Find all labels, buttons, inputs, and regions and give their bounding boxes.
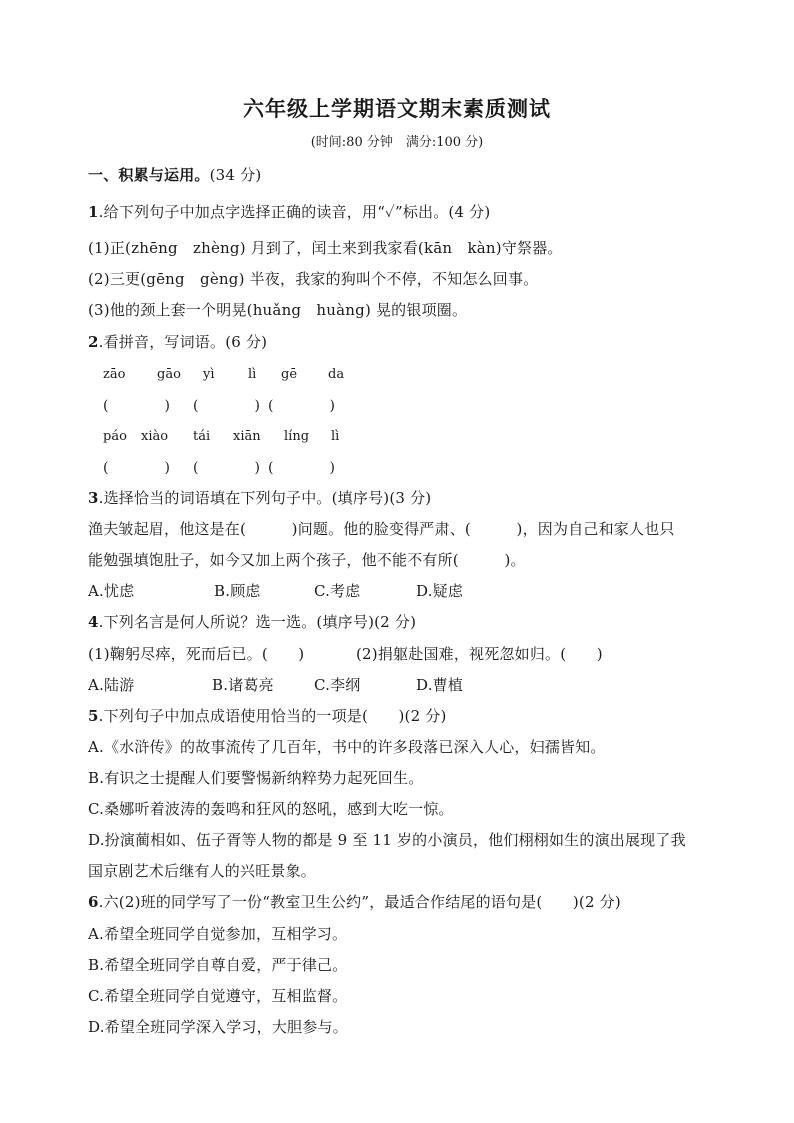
question-6-option-b: B.希望全班同学自尊自爱，严于律己。 [88,956,348,974]
option-b: B.诸葛亮 [212,676,274,694]
pinyin-syllable: da [328,367,345,382]
question-1-item-2: (2)三更(gēng gèng) 半夜，我家的狗叫个不停，不知怎么回事。 [88,270,539,288]
pinyin-syllable: zāo [103,367,126,382]
question-5-option-b: B.有识之士提醒人们要警惕新纳粹势力起死回生。 [88,769,424,787]
pinyin-syllable: xiào [141,429,169,444]
question-5-option-c: C.桑娜听着波涛的轰鸣和狂风的怒吼，感到大吃一惊。 [88,800,454,818]
option-a: A.忧虑 [88,582,135,600]
option-c: C.李纲 [314,676,361,694]
option-d: D.疑虑 [416,582,464,600]
pinyin-syllable: yì [203,367,215,382]
pinyin-syllable: gē [281,367,298,382]
question-3-passage-line-1: 渔夫皱起眉，他这是在( )问题。他的脸变得严肃、( )，因为自己和家人也只 [88,520,675,538]
question-4-number: 4 [88,613,99,631]
section-1-score: (34 分) [209,166,262,184]
pinyin-syllable: lì [248,367,257,382]
option-c: C.考虑 [314,582,361,600]
pinyin-syllable: páo [103,429,127,444]
question-6-option-d: D.希望全班同学深入学习，大胆参与。 [88,1018,348,1036]
answer-blank[interactable]: ( ) [103,460,170,476]
question-5-option-a: A.《水浒传》的故事流传了几百年，书中的许多段落已深入人心，妇孺皆知。 [88,738,606,756]
question-2-number: 2 [88,333,99,351]
question-6-option-a: A.希望全班同学自觉参加，互相学习。 [88,925,348,943]
page-subtitle: (时间:80 分钟 满分:100 分) [310,135,484,150]
question-4-item-1: (1)鞠躬尽瘁，死而后已。( ) [88,645,305,663]
pinyin-syllable: xiān [233,429,261,444]
question-6-option-c: C.希望全班同学自觉遵守，互相监督。 [88,987,348,1005]
question-5-option-d: D.扮演蔺相如、伍子胥等人物的都是 9 至 11 岁的小演员，他们栩栩如生的演出展现了我 [88,831,686,849]
question-1-number: 1 [88,203,99,221]
question-5-text: .下列句子中加点成语使用恰当的一项是( )(2 分) [98,707,447,725]
pinyin-syllable: líng [284,429,310,444]
pinyin-syllable: tái [193,429,211,444]
question-4-text: .下列名言是何人所说？选一选。(填序号)(2 分) [98,613,417,631]
answer-blank[interactable]: ( ) [193,398,260,414]
question-1 [88,202,490,222]
pinyin-syllable: lì [331,429,340,444]
question-3 [88,488,431,508]
option-a: A.陆游 [88,676,135,694]
question-5-option-d-continued: 国京剧艺术后继有人的兴旺景象。 [88,862,317,880]
question-3-text: .选择恰当的词语填在下列句子中。(填序号)(3 分) [98,489,432,507]
question-4 [88,612,416,632]
answer-blank[interactable]: ( ) [268,460,335,476]
question-3-number: 3 [88,489,99,507]
option-b: B.顾虑 [214,582,261,600]
answer-blank[interactable]: ( ) [268,398,335,414]
section-1-title: 一、积累与运用。 [88,166,210,184]
question-3-passage-line-2: 能勉强填饱肚子，如今又加上两个孩子，他不能不有所( )。 [88,551,526,569]
pinyin-syllable: gāo [157,367,181,382]
option-d: D.曹植 [416,676,464,694]
question-6 [88,892,621,912]
question-4-item-2: (2)捐躯赴国难，视死忽如归。( ) [356,645,603,663]
answer-blank[interactable]: ( ) [103,398,170,414]
question-5-number: 5 [88,707,99,725]
question-1-item-1: (1)正(zhēng zhèng) 月到了，闰土来到我家看(kān kàn)守祭器。 [88,239,563,257]
question-1-text: .给下列句子中加点字选择正确的读音，用“✓”标出。(4 分) [98,203,491,221]
question-1-item-3: (3)他的颈上套一个明晃(huǎng huàng) 晃的银项圈。 [88,301,468,319]
question-6-text: .六(2)班的同学写了一份“教室卫生公约”，最适合作结尾的语句是( )(2 分) [98,893,621,911]
section-1-heading [88,165,261,185]
answer-blank[interactable]: ( ) [193,460,260,476]
question-6-number: 6 [88,893,99,911]
question-2 [88,332,267,352]
page-title: 六年级上学期语文期末素质测试 [243,96,551,121]
question-2-text: .看拼音，写词语。(6 分) [98,333,268,351]
question-5 [88,706,447,726]
